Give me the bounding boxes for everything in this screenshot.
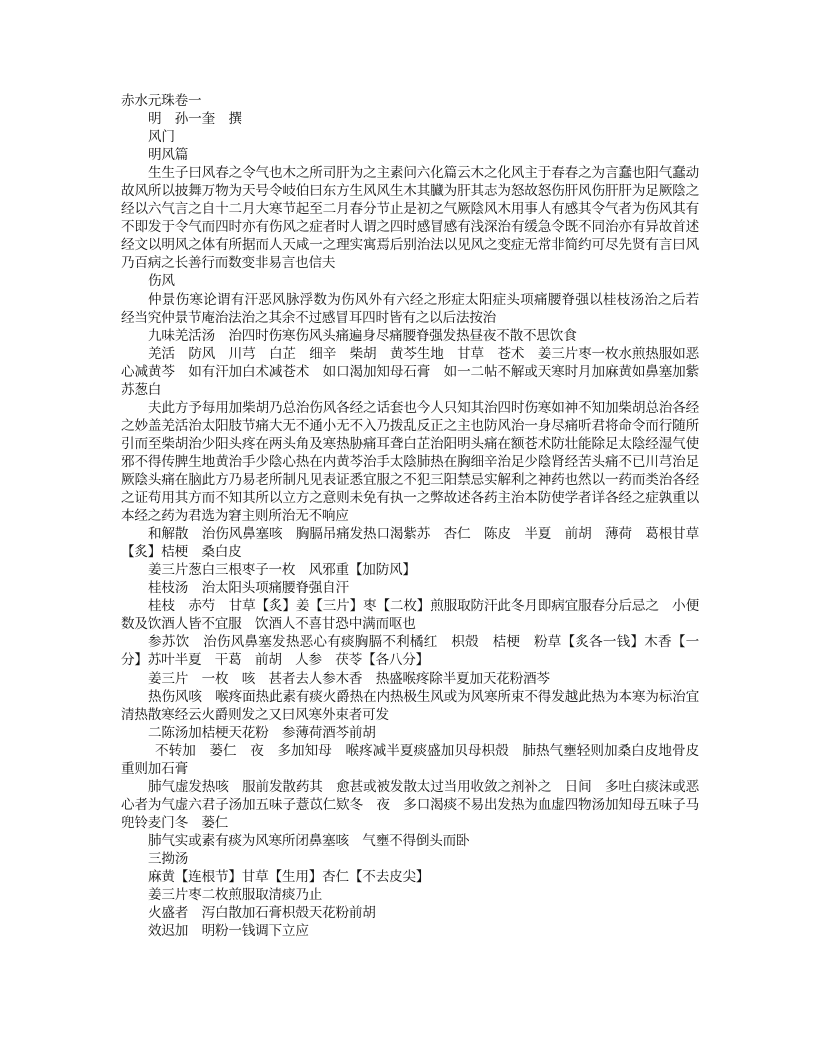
paragraph: 生生子曰风春之令气也木之所司肝为之主素问六化篇云木之化风主于春春之为言蠢也阳气蠢动故风所以披舞万物为天号令岐伯曰东方生风风生木其臓为肝其志为怒故怒伤肝风伤肝肝为足厥陰之经以六气言之自十二月大寒节起至二月春分节止是初之气厥陰风木用事人有感其令气者为伤风其有不即发于令气而四时亦有伤风之症者时人谓之四时感冒感有浅深治有缓急令既不同治亦有异故首述经文以明风之体有所据而人天咸一之理实寓焉后别治法以见风之变症无常非简约可尽先贤有言曰风乃百病之长善行而数变非易言也信夫 (121, 165, 699, 272)
author-line: 明 孙一奎 撰 (148, 111, 242, 128)
paragraph: 热伤风咳 喉疼面热此素有痰火爵热在内热极生风或为风寒所束不得发越此热为本寒为标治宜清热散寒经云火爵则发之又曰风寒外束者可发 (121, 688, 699, 723)
subsection-heading: 伤风 (148, 273, 175, 290)
paragraph: 姜三片葱白三根枣子一枚 风邪重【加防风】 (148, 562, 416, 579)
paragraph: 麻黄【连根节】甘草【生用】杏仁【不去皮尖】 (148, 869, 430, 886)
formula-heading: 九味羌活汤 治四时伤寒伤风头痛遍身尽痛腰脊强发热昼夜不散不思饮食 (148, 327, 577, 344)
paragraph: 效迟加 明粉一钱调下立应 (148, 923, 309, 940)
paragraph: 姜三片 一枚 咳 甚者去人参木香 热盛喉疼除半夏加天花粉酒芩 (148, 670, 550, 687)
paragraph: 桂枝 赤芍 甘草【炙】姜【三片】枣【二枚】煎服取防汗此冬月即病宜服春分后忌之 小便数及饮酒人皆不宜服 饮酒人不喜甘恐中满而呕也 (121, 598, 699, 633)
paragraph: 姜三片枣二枚煎服取清痰乃止 (148, 887, 323, 904)
formula-heading: 三拗汤 (148, 850, 189, 867)
formula-heading: 参苏饮 治伤风鼻塞发热恶心有痰胸膈不利橘红 枳殻 桔梗 粉草【炙各一钱】木香【一分】苏叶半夏 干葛 前胡 人参 茯苓【各八分】 (121, 634, 699, 669)
paragraph: 火盛者 泻白散加石膏枳殻天花粉前胡 (148, 905, 376, 922)
section-heading: 风门 (148, 129, 175, 146)
chapter-heading: 明风篇 (148, 147, 189, 164)
paragraph: 肺气虚发热咳 服前发散药其 愈甚或被发散太过当用收敛之剂补之 日间 多吐白痰沫或恶心者为气虚六君子汤加五味子薏苡仁欵冬 夜 多口渴痰不易出发热为血虚四物汤加知母五味子马兜铃麦门冬 蒌仁 (121, 778, 699, 831)
formula-heading: 二陈汤加桔梗天花粉 参薄荷酒芩前胡 (148, 724, 376, 741)
paragraph: 肺气实或素有痰为风寒所闭鼻塞咳 气壅不得倒头而卧 (148, 832, 470, 849)
book-title: 赤水元珠卷一 (121, 93, 202, 109)
paragraph: 不转加 蒌仁 夜 多加知母 喉疼减半夏痰盛加贝母枳殻 肺热气壅轻则加桑白皮地骨皮重则加石膏 (121, 742, 699, 777)
paragraph: 仲景伤寒论谓有汗恶风脉浮数为伤风外有六经之形症太阳症头项痛腰脊强以桂枝汤治之后若 经当究仲景节庵治法治之其余不过感冒耳四时皆有之以后法按治 (121, 291, 713, 326)
paragraph: 夫此方予每用加柴胡乃总治伤风各经之话套也今人只知其治四时伤寒如神不知加柴胡总治各经之妙盖羌活治太阳肢节痛大无不通小无不入乃拨乱反正之主也防风治一身尽痛听君将命令而行随所引而至柴胡治少阳头疼在两头角及寒热胁痛耳聋白芷治阳明头痛在额苍术防壮能除足太陰经湿气使邪不得传脾生地黄治手少陰心热在内黄芩治手太陰肺热在胸细辛治足少陰肾经苦头痛不已川芎治足厥陰头痛在脑此方乃易老所制凡见表证悉宜服之不犯三阳禁忌实解利之神药也然以一药而类治各经之证苟用其方而不知其所以立方之意则未免有执一之弊故述各药主治本防使学者详各经之症孰重以本经之药为君选为窘主则所治无不响应 (121, 399, 699, 525)
paragraph: 羌活 防风 川芎 白芷 细辛 柴胡 黄芩生地 甘草 苍术 姜三片枣一枚水煎热服如恶心减黄芩 如有汗加白术减苍术 如口渴加知母石膏 如一二帖不解或天寒时月加麻黄如鼻塞加紫苏葱白 (121, 345, 699, 398)
formula-heading: 和解散 治伤风鼻塞咳 胸膈吊痛发热口渴紫苏 杏仁 陈皮 半夏 前胡 薄荷 葛根甘草【炙】桔梗 桑白皮 (121, 526, 699, 561)
document-body (121, 92, 713, 940)
formula-heading: 桂枝汤 治太阳头项痛腰脊强自汗 (148, 580, 349, 597)
